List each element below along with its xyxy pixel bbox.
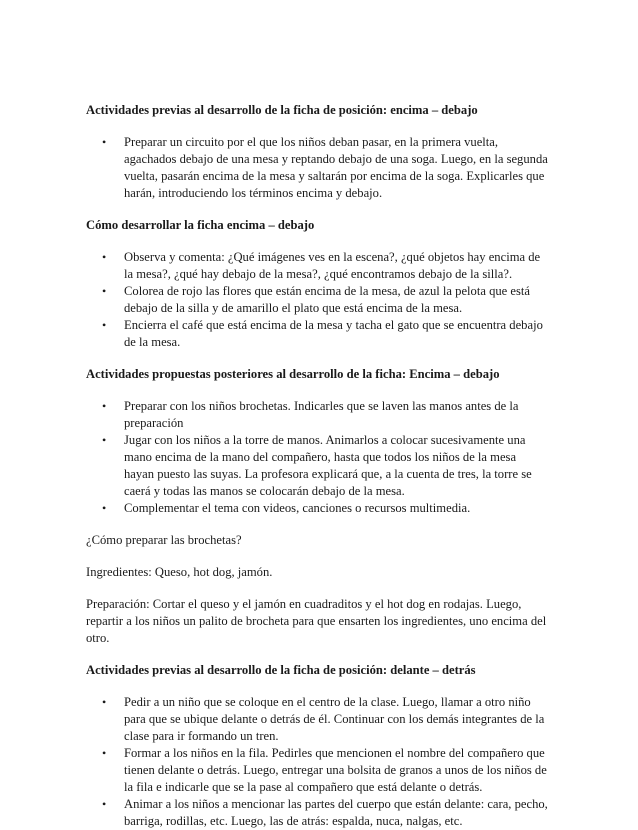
bullet-icon: • — [102, 433, 107, 447]
brochetas-question: ¿Cómo preparar las brochetas? — [86, 533, 242, 547]
bullet-list — [86, 134, 548, 202]
list-item: • Jugar con los niños a la torre de manos. Animarlos a colocar sucesivamente una mano encima de la mano del compañero, hasta que todos los niños de la mesa hayan puesto las suyas. La profesora explicará que, a la cuenta de tres, la torre se caerá y todas las manos se colocarán debajo de la mesa. — [102, 433, 532, 498]
section-heading: Actividades propuestas posteriores al desarrollo de la ficha: Encima – debajo — [86, 367, 500, 381]
list-item: • Observa y comenta: ¿Qué imágenes ves en la escena?, ¿qué objetos hay encima de la mesa?, ¿qué hay debajo de la mesa?, ¿qué encontramos debajo de la silla?. — [102, 250, 541, 281]
list-item: • Formar a los niños en la fila. Pedirles que mencionen el nombre del compañero que tienen delante o detrás. Luego, entregar una bolsita de granos a unos de los niños de la fila e indicarle que se la pase al compañero que está delante o detrás. — [102, 746, 547, 794]
ingredients-text: Ingredientes: Queso, hot dog, jamón. — [86, 565, 273, 579]
bullet-icon: • — [102, 797, 107, 811]
list-item: • Pedir a un niño que se coloque en el centro de la clase. Luego, llamar a otro niño para que se ubique delante o detrás de él. Continuar con los demás integrantes de la clase para ir formando un tren. — [102, 695, 545, 743]
bullet-icon: • — [102, 746, 107, 760]
preparation-text: Preparación: Cortar el queso y el jamón en cuadraditos y el hot dog en rodajas. Luego, repartir a los niños un palito de brocheta para que ensarten los ingredientes, uno encima del otro. — [86, 597, 547, 645]
section-heading: Actividades previas al desarrollo de la ficha de posición: delante – detrás — [86, 663, 476, 677]
bullet-icon: • — [102, 135, 107, 149]
list-item: • Complementar el tema con videos, canciones o recursos multimedia. — [102, 501, 471, 515]
list-item: • Colorea de rojo las flores que están encima de la mesa, de azul la pelota que está debajo de la silla y de amarillo el plato que está encima de la mesa. — [102, 284, 530, 315]
list-item: • Encierra el café que está encima de la mesa y tacha el gato que se encuentra debajo de la mesa. — [102, 318, 543, 349]
bullet-list — [86, 694, 548, 830]
list-item: • Animar a los niños a mencionar las partes del cuerpo que están delante: cara, pecho, barriga, rodillas, etc. Luego, las de atrás: espalda, nuca, nalgas, etc. — [102, 797, 548, 828]
section-heading: Cómo desarrollar la ficha encima – debajo — [86, 218, 315, 232]
bullet-list — [86, 398, 548, 517]
list-item: • Preparar un circuito por el que los niños deban pasar, en la primera vuelta, agachados debajo de una mesa y reptando debajo de una soga. Luego, en la segunda vuelta, pasarán encima de la mesa y saltarán por encima de la soga. Explicarles que harán, introduciendo los términos encima y debajo. — [102, 135, 548, 200]
bullet-icon: • — [102, 284, 107, 298]
bullet-icon: • — [102, 399, 107, 413]
list-item: • Preparar con los niños brochetas. Indicarles que se laven las manos antes de la preparación — [102, 399, 519, 430]
bullet-icon: • — [102, 318, 107, 332]
bullet-icon: • — [102, 250, 107, 264]
bullet-icon: • — [102, 501, 107, 515]
bullet-list — [86, 249, 548, 351]
bullet-icon: • — [102, 695, 107, 709]
section-heading: Actividades previas al desarrollo de la ficha de posición: encima – debajo — [86, 103, 478, 117]
